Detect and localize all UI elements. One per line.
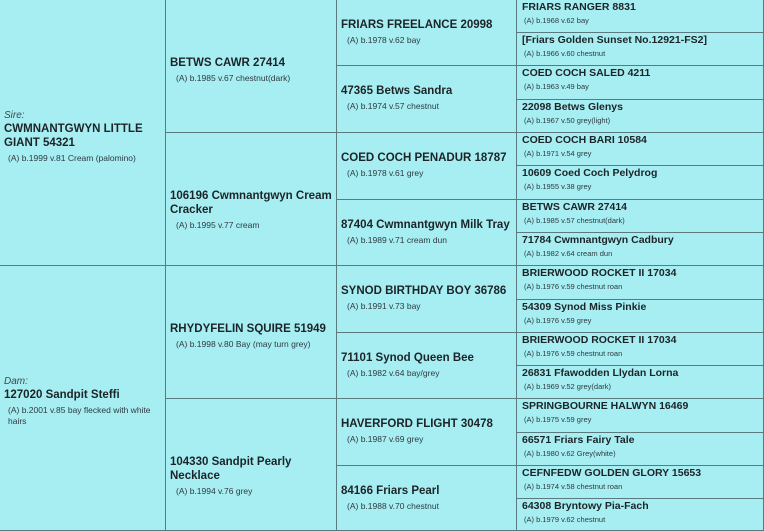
horse-name: 47365 Betws Sandra [341, 85, 453, 97]
horse-name: BRIERWOOD ROCKET II 17034 [522, 267, 677, 279]
pedigree-cell-gen4-10 [517, 300, 764, 333]
pedigree-cell-gen4-6 [517, 166, 764, 200]
pedigree-cell-gen3-7 [337, 399, 517, 466]
horse-details: (A) b.1987 v.69 grey [347, 434, 424, 444]
dam-role-label: Dam: [4, 376, 28, 387]
horse-details: (A) b.1968 v.62 bay [524, 16, 589, 25]
horse-name: 10609 Coed Coch Pelydrog [522, 167, 658, 179]
horse-details: (A) b.1976 v.59 chestnut roan [524, 282, 623, 291]
horse-details: (A) b.1966 v.60 chestnut [524, 49, 606, 58]
horse-details: (A) b.1994 v.76 grey [176, 486, 253, 496]
horse-name: 87404 Cwmnantgwyn Milk Tray [341, 219, 510, 231]
horse-details: (A) b.1995 v.77 cream [176, 220, 260, 230]
horse-details: (A) b.1976 v.59 grey [524, 316, 592, 325]
horse-details: (A) b.1982 v.64 bay/grey [347, 368, 440, 378]
pedigree-cell-gen4-1 [517, 0, 764, 33]
pedigree-cell-gen4-11 [517, 333, 764, 366]
horse-details: (A) b.1978 v.62 bay [347, 35, 421, 45]
pedigree-cell-gen3-2 [337, 66, 517, 133]
pedigree-cell-gen3-5 [337, 266, 517, 333]
pedigree-cell-gen1-2 [0, 266, 166, 531]
pedigree-cell-gen4-5 [517, 133, 764, 166]
pedigree-cell-gen4-13 [517, 399, 764, 433]
horse-name: COED COCH BARI 10584 [522, 134, 647, 146]
horse-name: 127020 Sandpit Steffi [4, 389, 120, 401]
horse-name: COED COCH SALED 4211 [522, 67, 651, 79]
horse-name: 104330 Sandpit Pearly Necklace [170, 456, 292, 482]
horse-name: 54309 Synod Miss Pinkie [522, 301, 647, 313]
pedigree-cell-gen4-2 [517, 33, 764, 66]
horse-details: (A) b.1974 v.57 chestnut [347, 101, 439, 111]
horse-name: 22098 Betws Glenys [522, 101, 623, 113]
pedigree-cell-gen2-1 [166, 0, 337, 133]
pedigree-cell-gen4-12 [517, 366, 764, 399]
horse-details: (A) b.1963 v.49 bay [524, 82, 589, 91]
pedigree-cell-gen3-1 [337, 0, 517, 66]
pedigree-cell-gen3-6 [337, 333, 517, 399]
horse-details: (A) b.1955 v.38 grey [524, 182, 592, 191]
horse-name: FRIARS FREELANCE 20998 [341, 19, 493, 31]
sire-role-label: Sire: [4, 110, 25, 121]
horse-details: (A) b.1974 v.58 chestnut roan [524, 482, 623, 491]
horse-name: FRIARS RANGER 8831 [522, 1, 636, 13]
horse-name: HAVERFORD FLIGHT 30478 [341, 418, 493, 430]
pedigree-cell-gen4-14 [517, 433, 764, 466]
pedigree-cell-gen2-3 [166, 266, 337, 399]
horse-name: SYNOD BIRTHDAY BOY 36786 [341, 285, 507, 297]
pedigree-cell-gen3-4 [337, 200, 517, 266]
pedigree-cell-gen4-7 [517, 200, 764, 233]
horse-name: 66571 Friars Fairy Tale [522, 434, 635, 446]
pedigree-cell-gen3-3 [337, 133, 517, 200]
horse-name: 64308 Bryntowy Pia-Fach [522, 500, 649, 512]
horse-details: (A) b.1978 v.61 grey [347, 168, 424, 178]
horse-name: 71784 Cwmnantgwyn Cadbury [522, 234, 674, 246]
pedigree-cell-gen4-4 [517, 100, 764, 133]
horse-name: BRIERWOOD ROCKET II 17034 [522, 334, 677, 346]
pedigree-cell-gen4-16 [517, 499, 764, 531]
horse-name: 71101 Synod Queen Bee [341, 352, 474, 364]
horse-details: (A) b.1999 v.81 Cream (palomino) [8, 153, 136, 163]
horse-details: (A) b.2001 v.85 bay flecked with white hairs [8, 405, 151, 426]
horse-name: 106196 Cwmnantgwyn Cream Cracker [170, 190, 332, 216]
horse-details: (A) b.1967 v.50 grey(light) [524, 116, 611, 125]
horse-details: (A) b.1989 v.71 cream dun [347, 235, 448, 245]
pedigree-cell-gen2-2 [166, 133, 337, 266]
horse-details: (A) b.1988 v.70 chestnut [347, 501, 439, 511]
horse-name: 26831 Ffawodden Llydan Lorna [522, 367, 679, 379]
horse-details: (A) b.1985 v.67 chestnut(dark) [176, 73, 291, 83]
pedigree-cell-gen4-8 [517, 233, 764, 266]
horse-name: 84166 Friars Pearl [341, 485, 440, 497]
horse-name: CWMNANTGWYN LITTLE GIANT 54321 [4, 123, 143, 149]
pedigree-cell-gen2-4 [166, 399, 337, 531]
horse-name: CEFNFEDW GOLDEN GLORY 15653 [522, 467, 702, 479]
horse-name: RHYDYFELIN SQUIRE 51949 [170, 323, 326, 335]
horse-name: [Friars Golden Sunset No.12921-FS2] [522, 34, 707, 46]
horse-details: (A) b.1976 v.59 chestnut roan [524, 349, 623, 358]
pedigree-cell-gen4-9 [517, 266, 764, 300]
horse-details: (A) b.1975 v.59 grey [524, 415, 592, 424]
pedigree-cell-gen1-1 [0, 0, 166, 266]
horse-details: (A) b.1985 v.57 chestnut(dark) [524, 216, 625, 225]
horse-details: (A) b.1980 v.62 Grey(white) [524, 449, 616, 458]
horse-name: COED COCH PENADUR 18787 [341, 152, 507, 164]
horse-name: SPRINGBOURNE HALWYN 16469 [522, 400, 689, 412]
horse-name: BETWS CAWR 27414 [170, 57, 286, 69]
horse-details: (A) b.1971 v.54 grey [524, 149, 592, 158]
horse-details: (A) b.1969 v.52 grey(dark) [524, 382, 611, 391]
pedigree-cell-gen4-3 [517, 66, 764, 100]
horse-details: (A) b.1979 v.62 chestnut [524, 515, 606, 524]
horse-details: (A) b.1998 v.80 Bay (may turn grey) [176, 339, 311, 349]
horse-name: BETWS CAWR 27414 [522, 201, 628, 213]
horse-details: (A) b.1982 v.64 cream dun [524, 249, 613, 258]
pedigree-cell-gen3-8 [337, 466, 517, 531]
horse-details: (A) b.1991 v.73 bay [347, 301, 421, 311]
pedigree-cell-gen4-15 [517, 466, 764, 499]
